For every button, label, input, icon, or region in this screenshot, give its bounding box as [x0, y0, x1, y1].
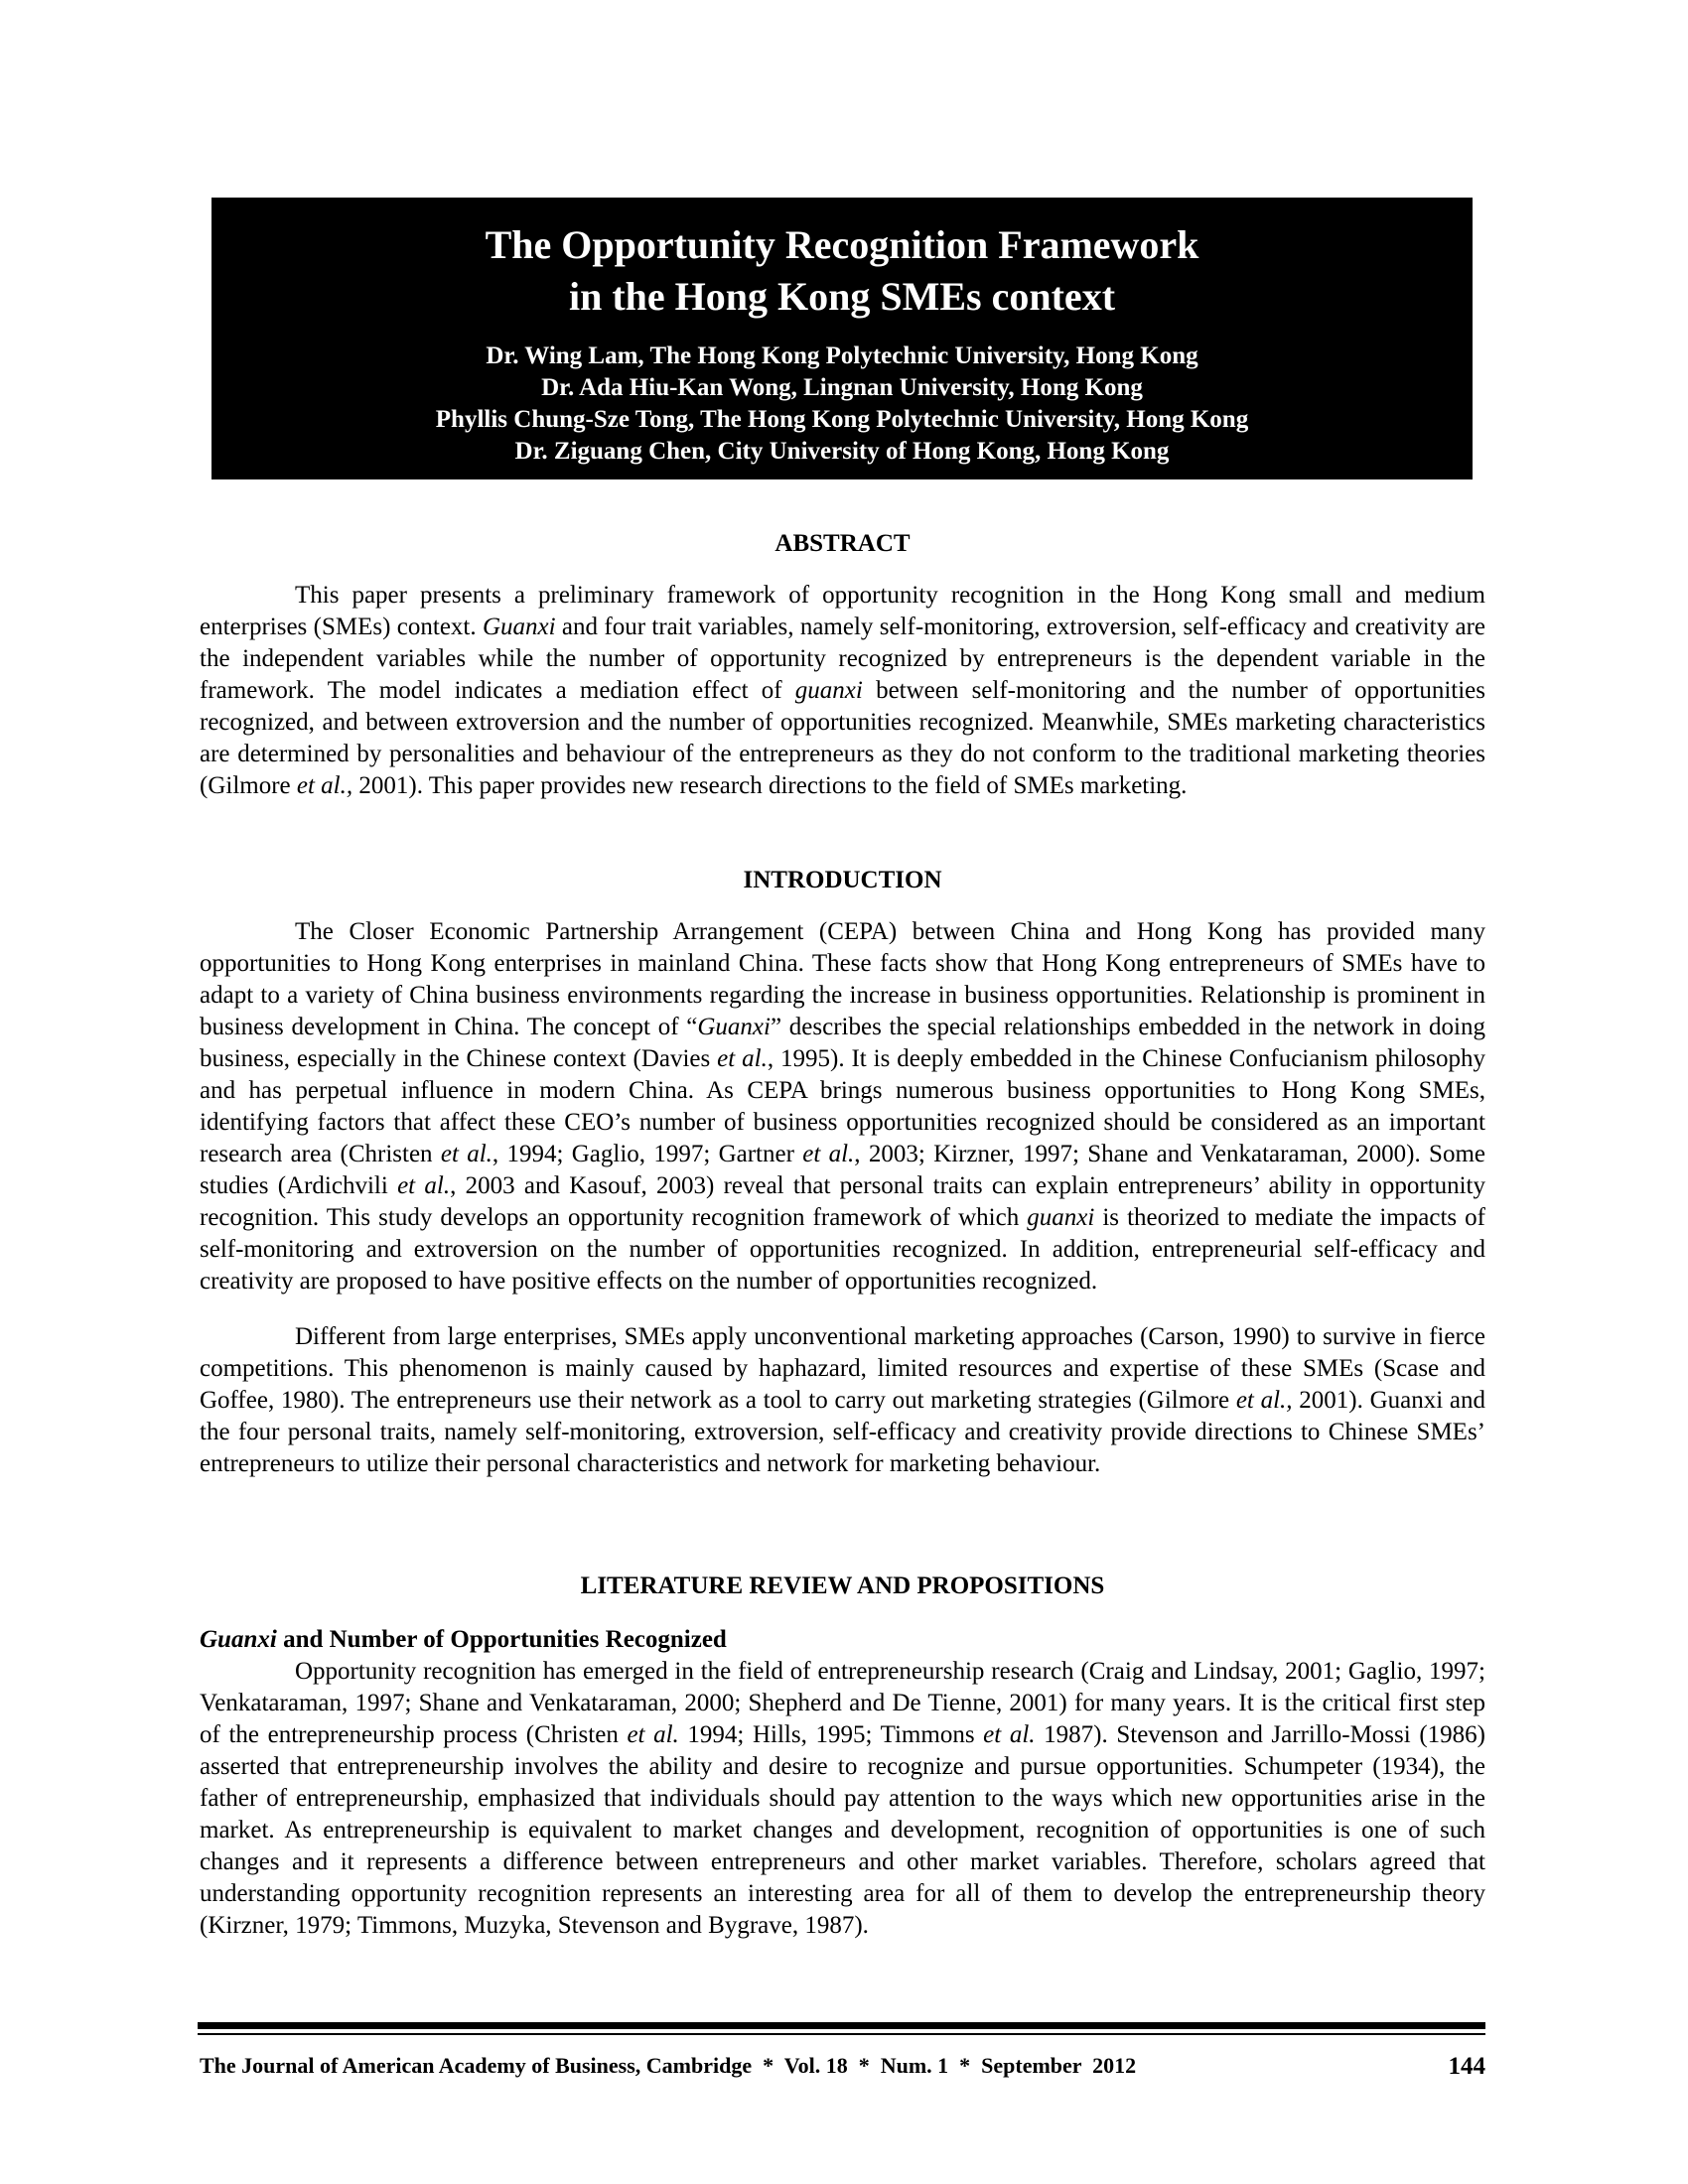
author-line: Dr. Ziguang Chen, City University of Hong Kong, Hong Kong: [514, 438, 1170, 465]
abstract-section: [200, 528, 1485, 802]
page-footer: [200, 2053, 1485, 2083]
paper-title-line-1: The Opportunity Recognition Framework: [485, 222, 1199, 267]
title-block: [211, 198, 1473, 479]
introduction-paragraph-2: Different from large enterprises, SMEs apply unconventional marketing approaches (Carson, 1990) to survive in fierce competitions. This phenomenon is mainly caused by haphazard, limited resources and expertise of these SMEs (Scase and Goffee, 1980). The entrepreneurs use their network as a tool to carry out marketing strategies (Gilmore et al., 2001). Guanxi and the four personal traits, namely self-monitoring, extroversion, self-efficacy and creativity provide directions to Chinese SMEs’ entrepreneurs to utilize their personal characteristics and network for marketing behaviour.: [200, 1323, 1485, 1477]
introduction-paragraph-1: The Closer Economic Partnership Arrangement (CEPA) between China and Hong Kong has provided many opportunities to Hong Kong enterprises in mainland China. These facts show that Hong Kong entrepreneurs of SMEs have to adapt to a variety of China business environments regarding the increase in business opportunities. Relationship is prominent in business development in China. The concept of “Guanxi” describes the special relationships embedded in the network in doing business, especially in the Chinese context (Davies et al., 1995). It is deeply embedded in the Chinese Confucianism philosophy and has perpetual influence in modern China. As CEPA brings numerous business opportunities to Hong Kong SMEs, identifying factors that affect these CEO’s number of business opportunities recognized should be considered as an important research area (Christen et al., 1994; Gaglio, 1997; Gartner et al., 2003; Kirzner, 1997; Shane and Venkataraman, 2000). Some studies (Ardichvili et al., 2003 and Kasouf, 2003) reveal that personal traits can explain entrepreneurs’ ability in opportunity recognition. This study develops an opportunity recognition framework of which guanxi is theorized to mediate the impacts of self-monitoring and extroversion on the number of opportunities recognized. In addition, entrepreneurial self-efficacy and creativity are proposed to have positive effects on the number of opportunities recognized.: [200, 918, 1485, 1295]
literature-section: [200, 1570, 1485, 1942]
paper-title-line-2: in the Hong Kong SMEs context: [568, 274, 1116, 319]
introduction-heading: INTRODUCTION: [743, 867, 942, 893]
literature-subheading: Guanxi and Number of Opportunities Recognized: [200, 1626, 727, 1653]
footer-rule-thick: [198, 2022, 1485, 2029]
abstract-paragraph: This paper presents a preliminary framework of opportunity recognition in the Hong Kong small and medium enterprises (SMEs) context. Guanxi and four trait variables, namely self-monitoring, extroversion, self-efficacy and creativity are the independent variables while the number of opportunity recognized by entrepreneurs is the dependent variable in the framework. The model indicates a mediation effect of guanxi between self-monitoring and the number of opportunities recognized, and between extroversion and the number of opportunities recognized. Meanwhile, SMEs marketing characteristics are determined by personalities and behaviour of the entrepreneurs as they do not conform to the traditional marketing theories (Gilmore et al., 2001). This paper provides new research directions to the field of SMEs marketing.: [200, 582, 1485, 799]
author-line: Dr. Wing Lam, The Hong Kong Polytechnic University, Hong Kong: [486, 342, 1198, 369]
literature-heading: LITERATURE REVIEW AND PROPOSITIONS: [580, 1572, 1105, 1599]
author-line: Phyllis Chung-Sze Tong, The Hong Kong Polytechnic University, Hong Kong: [435, 406, 1249, 433]
introduction-section: [200, 865, 1485, 1480]
author-line: Dr. Ada Hiu-Kan Wong, Lingnan University, Hong Kong: [541, 374, 1143, 401]
journal-citation: The Journal of American Academy of Business, Cambridge * Vol. 18 * Num. 1 * September 2012: [200, 2053, 1137, 2078]
page-number: 144: [1448, 2053, 1485, 2080]
footer-rule-thin: [198, 2033, 1485, 2035]
author-list: [211, 341, 1473, 468]
literature-paragraph-1: Opportunity recognition has emerged in the field of entrepreneurship research (Craig and Lindsay, 2001; Gaglio, 1997; Venkataraman, 1997; Shane and Venkataraman, 2000; Shepherd and De Tienne, 2001) for many years. It is the critical first step of the entrepreneurship process (Christen et al. 1994; Hills, 1995; Timmons et al. 1987). Stevenson and Jarrillo-Mossi (1986) asserted that entrepreneurship involves the ability and desire to recognize and pursue opportunities. Schumpeter (1934), the father of entrepreneurship, emphasized that individuals should pay attention to the ways which new opportunities arise in the market. As entrepreneurship is equivalent to market changes and development, recognition of opportunities is one of such changes and it represents a difference between entrepreneurs and other market variables. Therefore, scholars agreed that understanding opportunity recognition represents an interesting area for all of them to develop the entrepreneurship theory (Kirzner, 1979; Timmons, Muzyka, Stevenson and Bygrave, 1987).: [200, 1658, 1485, 1939]
abstract-heading: ABSTRACT: [774, 530, 911, 557]
